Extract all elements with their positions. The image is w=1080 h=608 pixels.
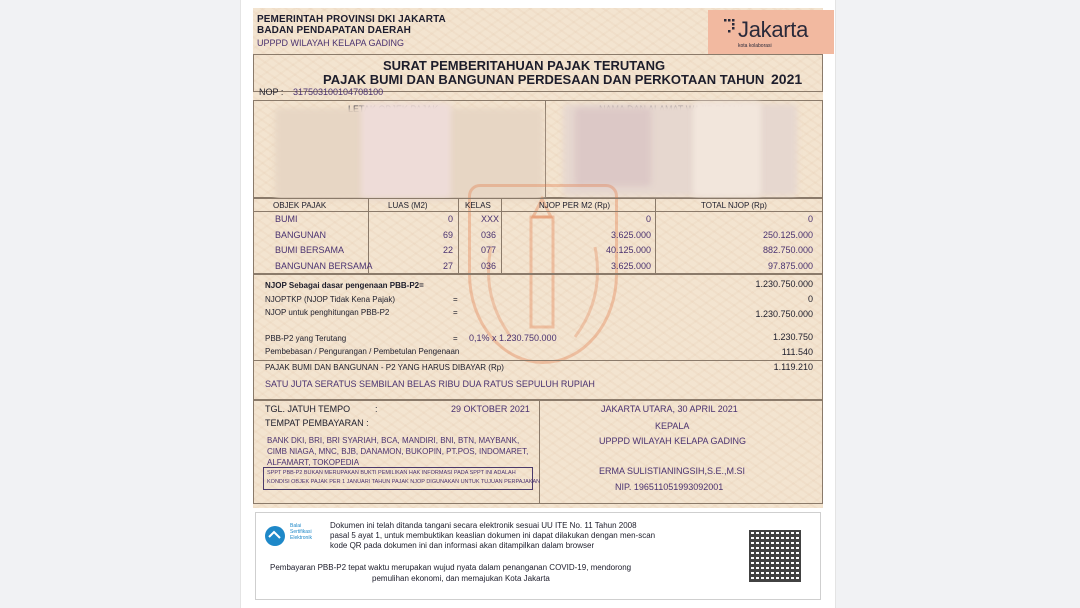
sign-place-date: JAKARTA UTARA, 30 APRIL 2021 (601, 404, 738, 414)
esign-footer (255, 512, 821, 600)
col-header-objek: OBJEK PAJAK (273, 201, 327, 210)
sign-name: ERMA SULISTIANINGSIH,S.E.,M.SI (599, 466, 746, 476)
tempat-pembayaran-label: TEMPAT PEMBAYARAN : (265, 418, 369, 428)
njop-dasar-label: NJOP Sebagai dasar pengenaan PBB-P2= (265, 281, 424, 290)
header-line-2: BADAN PENDAPATAN DAERAH (257, 25, 411, 36)
pembebasan-value: 111.540 (781, 347, 813, 357)
bsre-line-3: Elektronik (290, 535, 312, 541)
document-page (240, 0, 836, 608)
pembebasan-label: Pembebasan / Pengurangan / Pembetulan Pengenaan (265, 347, 460, 356)
njoptkp-value: 0 (807, 294, 813, 304)
covid-line-1: Pembayaran PBB-P2 tepat waktu merupakan wujud nyata dalam penanganan COVID-19, mendorong (270, 563, 632, 572)
bank-list-line-2: CIMB NIAGA, MNC, BJB, DANAMON, BUKOPIN, PT.POS, INDOMARET, (267, 447, 529, 456)
njop-hitung-value: 1.230.750.000 (755, 309, 813, 319)
col-header-kelas: KELAS (465, 201, 491, 210)
terutang-formula: 0,1% x 1.230.750.000 (469, 333, 557, 343)
njop-hitung-label: NJOP untuk penghitungan PBB-P2 (265, 308, 390, 317)
jatuh-tempo-value: 29 OKTOBER 2021 (451, 404, 530, 414)
bsre-logo-icon (264, 525, 286, 547)
njoptkp-label: NJOPTKP (NJOP Tidak Kena Pajak) (265, 295, 395, 304)
jatuh-tempo-label: TGL. JATUH TEMPO (265, 404, 351, 414)
sign-nip: NIP. 196511051993092001 (615, 482, 724, 492)
esign-line-1: Dokumen ini telah ditanda tangani secara elektronik sesuai UU ITE No. 11 Tahun 2008 (330, 521, 637, 530)
esign-line-2: pasal 5 ayat 1, untuk membuktikan keaslian dokumen ini dapat dilakukan dengan men-scan (330, 531, 656, 540)
header-line-3: UPPPD WILAYAH KELAPA GADING (257, 38, 405, 48)
logo-tagline: kota kolaborasi (738, 43, 772, 49)
qr-code (749, 530, 801, 582)
title-year: 2021 (771, 71, 803, 87)
col-header-njop-m2: NJOP PER M2 (Rp) (539, 201, 610, 210)
terutang-value: 1.230.750 (772, 332, 813, 342)
sppt-form: PEMERINTAH PROVINSI DKI JAKARTA BADAN PENDAPATAN DAERAH UPPPD WILAYAH KELAPA GADING Jakarta kota kolaborasi SURAT PEMBERITAHUAN PAJAK TERUTANG PAJAK BUMI DAN BANGUNAN PERDESAAN DAN PERKOTAAN TAHUN 2021 NOP : 317503100104708100 OBJEK PAJAK LUAS (M2) KELAS NJOP PER M2 (Rp) TOTAL NJOP (Rp) BUMI 0 XXX 0 0 BANGUNAN 69 036 3.625.000 250.125.000 BUMI BERSAMA 22 077 40.125.000 882.750.000 BANGUNAN BERSAMA 27 036 3.625.000 97.875.000 NJOP Sebagai dasar pengenaan PBB-P2= 1.230.750.000 NJOPTKP (NJOP Tidak Kena Pajak) = 0 NJOP untuk penghitungan PBB-P2 = 1.230.750.000 PBB-P2 yang Terutang = 0,1% x 1.230.750.000 1.230.750 Pembebasan / Pengurangan / Pembetulan Pengenaan 111.540 PAJAK BUMI DAN BANGUNAN - P2 YANG HARUS DIBAYAR (Rp) 1.119.210 SATU JUTA SERATUS SEMBILAN BELAS RIBU DUA RATUS SEPULUH RUPIAH TGL. JATUH TEMPO : 29 OKTOBER 2021 TEMPAT PEMBAYARAN : BANK DKI, BRI, BRI SYARIAH, BCA, MANDIRI, BNI, BTN, MAYBANK, CIMB NIAGA, MNC, BJB, DANAMON, BUKOPIN, PT.POS, INDOMARET, ALFAMART, TOKOPEDIA SPPT PBB-P2 BUKAN MERUPAKAN BUKTI PEMILIKAN HAK INFORMASI PADA SPPT INI ADALAH KONDISI OBJEK PAJAK PER 1 JANUARI TAHUN PAJAK NJOP DIGUNAKAN UNTUK TUJUAN PERPAJAKAN JAKARTA UTARA, 30 APRIL 2021 KEPALA UPPPD WILAYAH KELAPA GADING ERMA SULISTIANINGSIH,S.E.,M.SI NIP. 196511051993092001 (253, 8, 823, 508)
header-line-1: PEMERINTAH PROVINSI DKI JAKARTA (257, 14, 446, 25)
nop-value: 317503100104708100 (293, 87, 384, 97)
jakarta-dots-icon (724, 19, 738, 33)
disclaimer-line-2: KONDISI OBJEK PAJAK PER 1 JANUARI TAHUN PAJAK NJOP DIGUNAKAN UNTUK TUJUAN PERPAJAKAN (267, 479, 541, 485)
col-header-total-njop: TOTAL NJOP (Rp) (701, 201, 767, 210)
bank-list-line-1: BANK DKI, BRI, BRI SYARIAH, BCA, MANDIRI, BNI, BTN, MAYBANK, (267, 436, 520, 445)
nop-label: NOP : (259, 87, 284, 97)
harus-bayar-label: PAJAK BUMI DAN BANGUNAN - P2 YANG HARUS DIBAYAR (Rp) (265, 363, 504, 372)
sign-office: UPPPD WILAYAH KELAPA GADING (599, 436, 747, 446)
jakarta-logo (708, 10, 834, 54)
bsre-line-1: Balai (290, 523, 302, 529)
harus-bayar-value: 1.119.210 (773, 362, 813, 372)
terbilang-text: SATU JUTA SERATUS SEMBILAN BELAS RIBU DUA RATUS SEPULUH RUPIAH (265, 379, 595, 389)
logo-brand: Jakarta (738, 17, 809, 42)
sign-role: KEPALA (655, 421, 690, 431)
bank-list-line-3: ALFAMART, TOKOPEDIA (267, 458, 360, 467)
col-header-luas: LUAS (M2) (388, 201, 428, 210)
disclaimer-line-1: SPPT PBB-P2 BUKAN MERUPAKAN BUKTI PEMILIKAN HAK INFORMASI PADA SPPT INI ADALAH (267, 470, 516, 476)
esign-line-3: kode QR pada dokumen ini dan informasi akan ditampilkan dalam browser (330, 541, 595, 550)
title-line-2: PAJAK BUMI DAN BANGUNAN PERDESAAN DAN PERKOTAAN TAHUN (323, 72, 765, 87)
covid-line-2: pemulihan ekonomi, dan memajukan Kota Jakarta (372, 574, 550, 583)
terutang-label: PBB-P2 yang Terutang (265, 334, 347, 343)
bsre-line-2: Sertifikasi (290, 529, 312, 535)
title-line-1: SURAT PEMBERITAHUAN PAJAK TERUTANG (383, 58, 666, 73)
njop-dasar-value: 1.230.750.000 (755, 279, 813, 289)
